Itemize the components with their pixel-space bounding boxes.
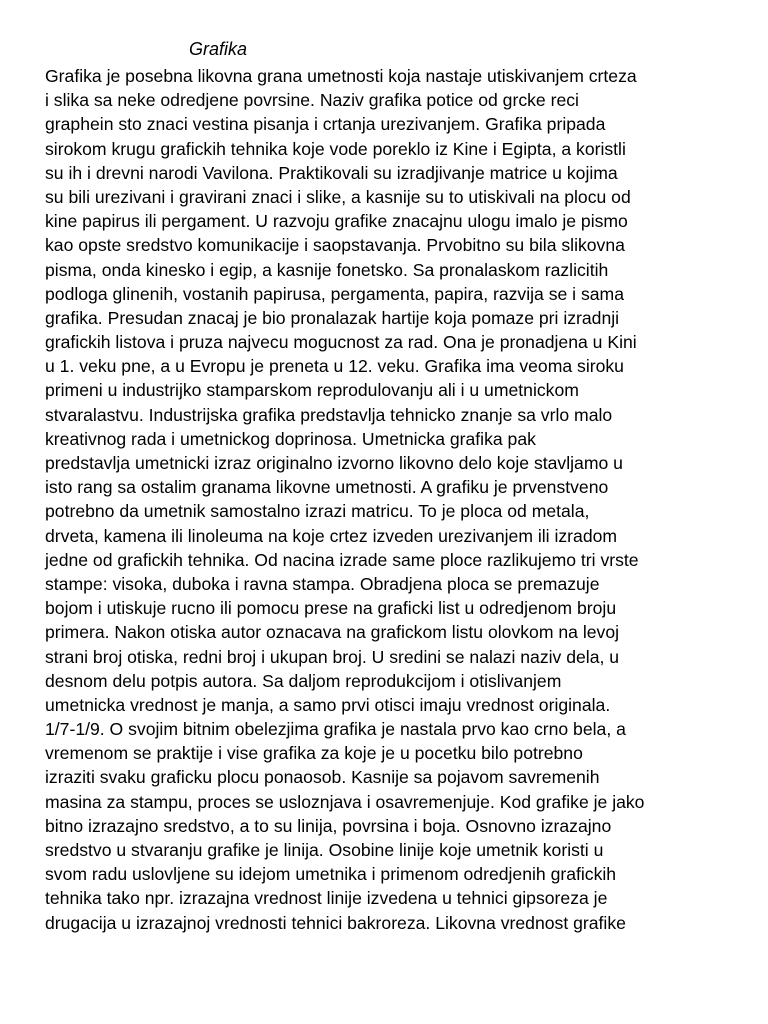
text-line: u 1. veku pne, a u Evropu je preneta u 12. veku. Grafika ima veoma siroku [45,356,624,377]
text-line: vremenom se praktije i vise grafika za koje je u pocetku bilo potrebno [45,743,583,764]
text-line: bojom i utiskuje rucno ili pomocu prese na graficki list u odredjenom broju [45,598,617,619]
text-line: masina za stampu, proces se usloznjava i osavremenjuje. Kod grafike je jako [45,791,645,812]
text-line: predstavlja umetnicki izraz originalno izvorno likovno delo koje stavljamo u [45,453,623,473]
text-line: jedne od grafickih tehnika. Od nacina izrade same ploce razlikujemo tri vrste [45,549,639,570]
text-line: stampe: visoka, duboka i ravna stampa. Obradjena ploca se premazuje [45,573,600,594]
text-line: podloga glinenih, vostanih papirusa, pergamenta, papira, razvija se i sama [45,283,624,304]
document-title: Grafika [189,39,248,59]
text-line: desnom delu potpis autora. Sa daljom reprodukcijom i otislivanjem [45,670,562,691]
text-line: kao opste sredstvo komunikacije i saopstavanja. Prvobitno su bila slikovna [45,235,625,256]
text-line: svom radu uslovljene su idejom umetnika i primenom odredjenih grafickih [45,864,617,885]
text-line: stvaralastvu. Industrijska grafika predstavlja tehnicko znanje sa vrlo malo [45,404,613,425]
text-line: su bili urezivani i gravirani znaci i slike, a kasnije su to utiskivali na plocu od [45,186,631,207]
text-line: drveta, kamena ili linoleuma na koje crtez izveden urezivanjem ili izradom [45,525,618,546]
text-line: potrebno da umetnik samostalno izrazi matricu. To je ploca od metala, [45,501,590,522]
text-line: pisma, onda kinesko i egip, a kasnije fonetsko. Sa pronalaskom razlicitih [45,259,609,280]
text-line: kine papirus ili pergament. U razvoju grafike znacajnu ulogu imalo je pismo [45,211,628,232]
text-line: primeni u industrijko stamparskom reprodulovanju ali i u umetnickom [45,380,579,401]
text-line: sirokom krugu grafickih tehnika koje vode poreklo iz Kine i Egipta, a koristli [45,138,626,159]
text-line: drugacija u izrazajnoj vrednosti tehnici bakroreza. Likovna vrednost grafike [45,912,626,933]
text-line: sredstvo u stvaranju grafike je linija. Osobine linije koje umetnik koristi u [45,840,604,860]
text-line: strani broj otiska, redni broj i ukupan broj. U sredini se nalazi naziv dela, u [45,646,620,667]
text-line: grafickih listova i pruza najvecu mogucnost za rad. Ona je pronadjena u Kini [45,332,637,353]
text-line: grafika. Presudan znacaj je bio pronalazak hartije koja pomaze pri izradnji [45,307,620,328]
text-line: umetnicka vrednost je manja, a samo prvi otisci imaju vrednost originala. [45,694,611,715]
text-line: bitno izrazajno sredstvo, a to su linija, povrsina i boja. Osnovno izrazajno [45,815,612,836]
text-line: Grafika je posebna likovna grana umetnosti koja nastaje utiskivanjem crteza [45,66,637,86]
text-line: kreativnog rada i umetnickog doprinosa. Umetnicka grafika pak [45,428,536,449]
text-line: i slika sa neke odredjene povrsine. Naziv grafika potice od grcke reci [45,90,579,111]
text-line: primera. Nakon otiska autor oznacava na grafickom listu olovkom na levoj [45,622,620,643]
text-line: izraziti svaku graficku plocu ponaosob. Kasnije sa pojavom savremenih [45,767,600,788]
text-line: 1/7-1/9. O svojim bitnim obelezjima grafika je nastala prvo kao crno bela, a [45,719,626,740]
text-line: isto rang sa ostalim granama likovne umetnosti. A grafiku je prvenstveno [45,477,609,498]
text-line: graphein sto znaci vestina pisanja i crtanja urezivanjem. Grafika pripada [45,114,606,135]
text-line: su ih i drevni narodi Vavilona. Praktikovali su izradjivanje matrice u kojima [45,162,618,183]
document-body [45,64,745,935]
text-line: tehnika tako npr. izrazajna vrednost linije izvedena u tehnici gipsoreza je [45,888,608,909]
